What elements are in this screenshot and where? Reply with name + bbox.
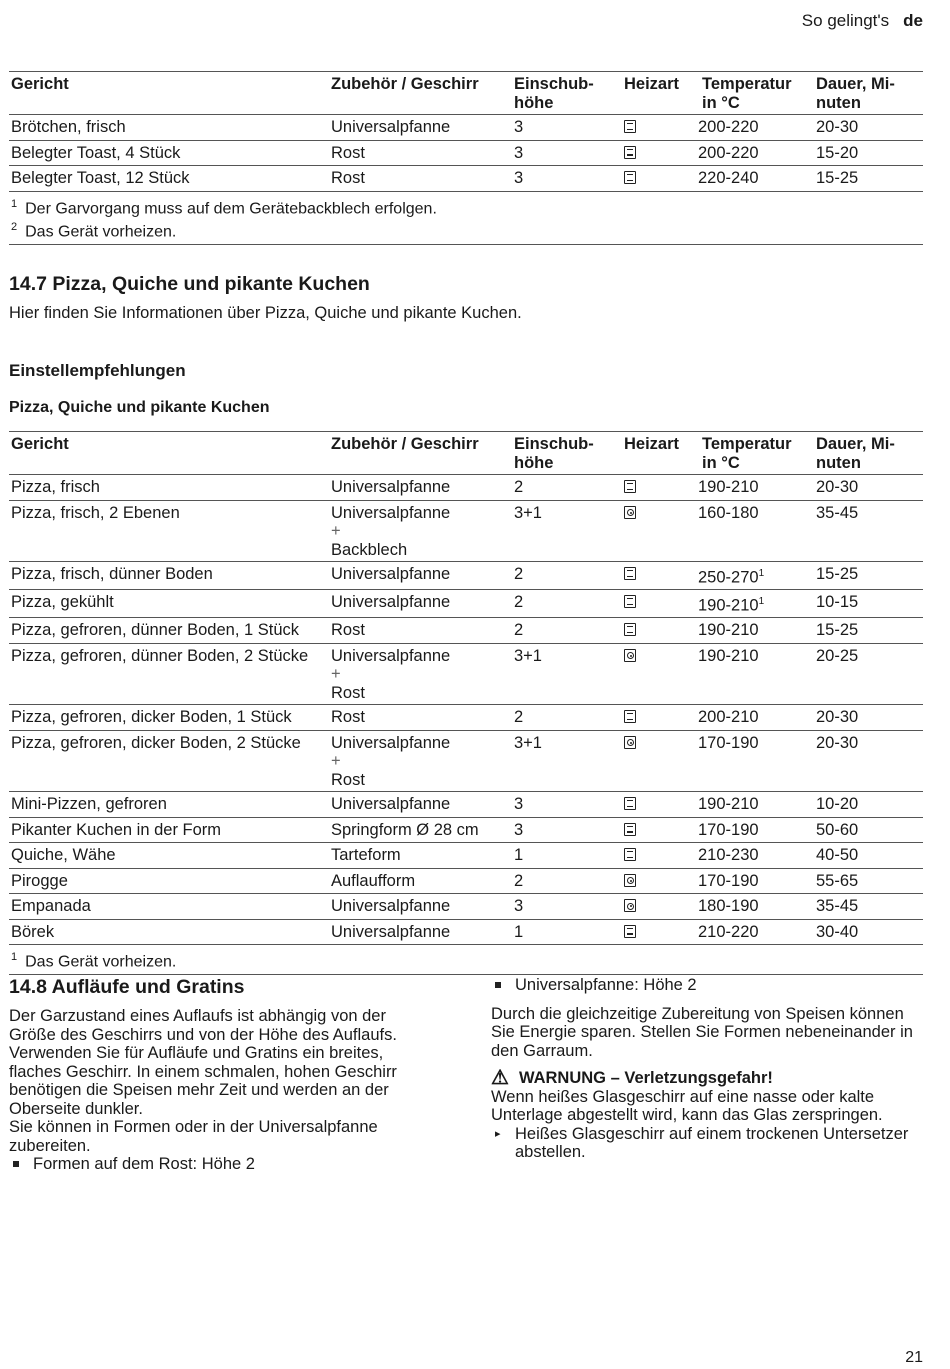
col-dish-header: Gericht bbox=[11, 435, 69, 453]
arrow-right-icon: ▸ bbox=[495, 1127, 501, 1140]
table-row bbox=[9, 115, 923, 141]
shelf-level: 1 bbox=[514, 922, 524, 941]
shelf-level: 3 bbox=[514, 169, 524, 187]
accessory-item: Auflaufform bbox=[331, 871, 416, 890]
warning-title: WARNUNG – Verletzungsgefahr! bbox=[518, 1069, 773, 1087]
top-bottom-heat-icon bbox=[624, 595, 636, 608]
gratin-level-list-left bbox=[9, 1155, 437, 1174]
accessory bbox=[329, 562, 512, 590]
header-row bbox=[9, 432, 923, 475]
dish-name: Pizza, gefroren, dicker Boden, 2 Stücke bbox=[11, 733, 301, 752]
footnotes bbox=[9, 191, 923, 245]
col-heat-header: Heizart bbox=[624, 75, 680, 93]
hot-air-icon bbox=[624, 874, 636, 887]
accessory bbox=[329, 868, 512, 894]
temperature-value: 210-230 bbox=[698, 846, 759, 864]
accessory bbox=[329, 500, 512, 562]
section-title-pizza: 14.7 Pizza, Quiche und pikante Kuchen bbox=[9, 273, 370, 295]
table-row bbox=[9, 166, 923, 192]
table-body bbox=[9, 475, 923, 945]
top-bottom-heat-icon bbox=[624, 480, 636, 493]
footnote bbox=[11, 218, 921, 241]
table-title: Pizza, Quiche und pikante Kuchen bbox=[9, 399, 270, 416]
footnote-row bbox=[9, 191, 923, 245]
temperature bbox=[696, 115, 814, 141]
list-item: Formen auf dem Rost: Höhe 2 bbox=[9, 1155, 437, 1174]
temperature bbox=[696, 868, 814, 894]
footnote-text: Das Gerät vorheizen. bbox=[25, 223, 177, 241]
footnote-row bbox=[9, 945, 923, 975]
cooking-time: 35-45 bbox=[816, 897, 859, 915]
heating-mode bbox=[622, 166, 696, 192]
dish-name: Pizza, gefroren, dicker Boden, 1 Stück bbox=[11, 708, 292, 726]
cooking-time: 10-15 bbox=[816, 593, 859, 611]
temperature-value: 160-180 bbox=[698, 503, 759, 522]
col-level-header: Einschub- höhe bbox=[514, 75, 594, 112]
table-footnotes bbox=[9, 945, 923, 975]
hot-air-icon bbox=[624, 736, 636, 749]
accessory-item: Universalpfanne bbox=[331, 897, 451, 915]
table-row bbox=[9, 562, 923, 590]
temperature-value: 200-210 bbox=[698, 708, 759, 726]
dish-name: Belegter Toast, 12 Stück bbox=[11, 169, 190, 187]
table-header bbox=[9, 432, 923, 475]
footnote-mark: 1 bbox=[11, 197, 18, 210]
temperature bbox=[696, 166, 814, 192]
col-temp-header: Temperatur in °C bbox=[702, 435, 792, 472]
temperature bbox=[696, 618, 814, 644]
table-row bbox=[9, 140, 923, 166]
dish-name: Pizza, frisch bbox=[11, 478, 100, 496]
footnotes bbox=[9, 945, 923, 975]
running-header bbox=[802, 11, 923, 31]
table-row bbox=[9, 475, 923, 501]
col-dish-header: Gericht bbox=[11, 75, 69, 93]
accessory-plus: + bbox=[331, 522, 341, 540]
gratin-text-right-column bbox=[491, 976, 923, 1162]
temperature-value: 190-210 bbox=[698, 646, 759, 665]
shelf-level: 2 bbox=[514, 593, 524, 611]
warning-instruction bbox=[491, 1125, 923, 1162]
dish-name: Quiche, Wähe bbox=[11, 846, 116, 864]
temperature bbox=[696, 475, 814, 501]
energy-saving-paragraph: Durch die gleichzeitige Zubereitung von Speisen können Sie Energie sparen. Stellen Sie Formen nebeneinander in den Garraum. bbox=[491, 1004, 913, 1060]
shelf-level: 3+1 bbox=[514, 733, 542, 752]
cooking-time: 50-60 bbox=[816, 820, 859, 839]
footnote-text: Der Garvorgang muss auf dem Gerätebackblech erfolgen. bbox=[25, 199, 437, 217]
shelf-level: 3 bbox=[514, 118, 524, 136]
top-bottom-heat-icon bbox=[624, 823, 636, 836]
table-row bbox=[9, 643, 923, 705]
cooking-time: 40-50 bbox=[816, 846, 859, 864]
gratin-text-left-column bbox=[9, 1007, 437, 1174]
shelf-level: 2 bbox=[514, 871, 524, 890]
temperature bbox=[696, 730, 814, 792]
header-row bbox=[9, 72, 923, 115]
heating-mode bbox=[622, 817, 696, 843]
temperature-value: 170-190 bbox=[698, 820, 759, 839]
dish-name: Pizza, gefroren, dünner Boden, 2 Stücke bbox=[11, 646, 309, 665]
heating-mode bbox=[622, 500, 696, 562]
hot-air-icon bbox=[624, 899, 636, 912]
footnote-mark: 2 bbox=[11, 220, 18, 233]
footnote-mark: 1 bbox=[11, 951, 18, 963]
footnote-ref: 1 bbox=[758, 568, 765, 579]
cooking-time: 35-45 bbox=[816, 503, 859, 522]
accessory-item: Universalpfanne bbox=[331, 922, 451, 941]
temperature-value: 190-210 bbox=[698, 596, 759, 615]
accessory-item: Universalpfanne bbox=[331, 118, 451, 136]
cooking-time: 15-25 bbox=[816, 565, 859, 583]
accessory-item: Backblech bbox=[331, 540, 408, 559]
shelf-level: 2 bbox=[514, 621, 524, 639]
table-row bbox=[9, 618, 923, 644]
shelf-level: 3 bbox=[514, 897, 524, 915]
heating-mode bbox=[622, 115, 696, 141]
accessory bbox=[329, 166, 512, 192]
heating-mode bbox=[622, 140, 696, 166]
top-bottom-heat-icon bbox=[624, 797, 636, 810]
accessory-plus: + bbox=[331, 665, 341, 683]
footnote-text: Das Gerät vorheizen. bbox=[25, 953, 177, 971]
heating-mode bbox=[622, 590, 696, 618]
dish-name: Pizza, gefroren, dünner Boden, 1 Stück bbox=[11, 621, 300, 639]
page-number: 21 bbox=[905, 1349, 923, 1366]
shelf-level: 2 bbox=[514, 565, 524, 583]
temperature bbox=[696, 919, 814, 945]
gratin-paragraph-2: Sie können in Formen oder in der Universalpfanne zubereiten. bbox=[9, 1118, 378, 1155]
heating-mode bbox=[622, 894, 696, 920]
col-level-header: Einschub- höhe bbox=[514, 435, 594, 472]
table-row bbox=[9, 817, 923, 843]
header-section-name: So gelingt's bbox=[801, 11, 890, 30]
table-body bbox=[9, 115, 923, 192]
top-bottom-heat-icon bbox=[624, 623, 636, 636]
cooking-time: 30-40 bbox=[816, 922, 859, 941]
col-accessory-header: Zubehör / Geschirr bbox=[331, 75, 479, 93]
dish-name: Mini-Pizzen, gefroren bbox=[11, 795, 167, 813]
dish-name: Pizza, frisch, dünner Boden bbox=[11, 565, 213, 583]
dish-name: Pikanter Kuchen in der Form bbox=[11, 820, 222, 839]
header-language: de bbox=[903, 11, 923, 30]
temperature-value: 180-190 bbox=[698, 897, 759, 915]
temperature-value: 190-210 bbox=[698, 621, 759, 639]
baking-table-pizza bbox=[9, 431, 923, 975]
shelf-level: 3+1 bbox=[514, 646, 542, 665]
table-row bbox=[9, 730, 923, 792]
hot-air-icon bbox=[624, 506, 636, 519]
table-row bbox=[9, 919, 923, 945]
accessory-item: Universalpfanne bbox=[331, 593, 451, 611]
temperature-value: 200-220 bbox=[698, 143, 759, 162]
temperature-value: 200-220 bbox=[698, 118, 759, 136]
accessory-item: Universalpfanne bbox=[331, 795, 451, 813]
heating-mode bbox=[622, 705, 696, 731]
col-temp-header: Temperatur in °C bbox=[702, 75, 792, 112]
temperature bbox=[696, 562, 814, 590]
temperature bbox=[696, 500, 814, 562]
dish-name: Pizza, gekühlt bbox=[11, 593, 114, 611]
table-footnotes bbox=[9, 191, 923, 245]
accessory bbox=[329, 115, 512, 141]
section-title-gratins: 14.8 Aufläufe und Gratins bbox=[9, 976, 245, 998]
hot-air-icon bbox=[624, 649, 636, 662]
footnote bbox=[11, 195, 921, 218]
temperature bbox=[696, 894, 814, 920]
temperature bbox=[696, 817, 814, 843]
accessory-item: Rost bbox=[331, 708, 365, 726]
accessory-item: Tarteform bbox=[331, 846, 401, 864]
accessory-item: Rost bbox=[331, 683, 365, 702]
dish-name: Pirogge bbox=[11, 871, 68, 890]
table-row bbox=[9, 843, 923, 869]
accessory-item: Universalpfanne bbox=[331, 733, 451, 752]
cooking-time: 20-30 bbox=[816, 708, 859, 726]
heating-mode bbox=[622, 475, 696, 501]
accessory bbox=[329, 894, 512, 920]
gratin-level-list-right bbox=[491, 976, 923, 995]
top-bottom-heat-icon bbox=[624, 146, 636, 159]
shelf-level: 3+1 bbox=[514, 503, 542, 522]
accessory-item: Universalpfanne bbox=[331, 646, 451, 665]
table-header bbox=[9, 72, 923, 115]
accessory-item: Springform Ø 28 cm bbox=[331, 820, 479, 839]
cooking-time: 55-65 bbox=[816, 871, 859, 890]
accessory bbox=[329, 140, 512, 166]
heating-mode bbox=[622, 618, 696, 644]
cooking-time: 20-30 bbox=[816, 733, 859, 752]
warning-heading bbox=[491, 1068, 923, 1088]
col-heat-header: Heizart bbox=[624, 435, 680, 453]
table-row bbox=[9, 705, 923, 731]
heating-mode bbox=[622, 868, 696, 894]
cooking-time: 10-20 bbox=[816, 795, 859, 813]
accessory-item: Rost bbox=[331, 169, 365, 187]
temperature bbox=[696, 705, 814, 731]
heating-mode bbox=[622, 562, 696, 590]
shelf-level: 1 bbox=[514, 846, 524, 864]
cooking-time: 20-30 bbox=[816, 118, 859, 136]
heating-mode bbox=[622, 730, 696, 792]
warning-step-text: Heißes Glasgeschirr auf einem trockenen Untersetzer abstellen. bbox=[515, 1124, 909, 1161]
top-bottom-heat-icon bbox=[624, 710, 636, 723]
top-bottom-heat-icon bbox=[624, 171, 636, 184]
accessory bbox=[329, 590, 512, 618]
cooking-time: 15-25 bbox=[816, 621, 859, 639]
dish-name: Brötchen, frisch bbox=[11, 118, 126, 136]
accessory bbox=[329, 817, 512, 843]
accessory-item: Rost bbox=[331, 143, 365, 162]
col-time-header: Dauer, Mi- nuten bbox=[816, 435, 895, 472]
shelf-level: 2 bbox=[514, 478, 524, 496]
accessory bbox=[329, 730, 512, 792]
table-row bbox=[9, 500, 923, 562]
temperature-value: 170-190 bbox=[698, 733, 759, 752]
col-time-header: Dauer, Mi- nuten bbox=[816, 75, 895, 112]
temperature bbox=[696, 590, 814, 618]
top-bottom-heat-icon bbox=[624, 925, 636, 938]
heating-mode bbox=[622, 792, 696, 818]
subheading-settings: Einstellempfehlungen bbox=[9, 361, 186, 380]
warning-text: Wenn heißes Glasgeschirr auf eine nasse oder kalte Unterlage abgestellt wird, kann das Glas zerspringen. bbox=[491, 1087, 883, 1124]
cooking-time: 15-20 bbox=[816, 143, 859, 162]
accessory-plus: + bbox=[331, 752, 341, 770]
temperature-value: 250-270 bbox=[698, 568, 759, 587]
accessory-item: Universalpfanne bbox=[331, 565, 451, 583]
temperature bbox=[696, 140, 814, 166]
footnote-ref: 1 bbox=[758, 596, 765, 607]
dish-name: Börek bbox=[11, 922, 55, 941]
temperature-value: 220-240 bbox=[698, 169, 759, 187]
section-intro: Hier finden Sie Informationen über Pizza, Quiche und pikante Kuchen. bbox=[9, 304, 522, 322]
temperature-value: 170-190 bbox=[698, 871, 759, 890]
col-accessory-header: Zubehör / Geschirr bbox=[331, 435, 479, 453]
top-bottom-heat-icon bbox=[624, 567, 636, 580]
accessory bbox=[329, 618, 512, 644]
accessory-item: Universalpfanne bbox=[331, 478, 451, 496]
heating-mode bbox=[622, 643, 696, 705]
shelf-level: 3 bbox=[514, 143, 524, 162]
table-row bbox=[9, 590, 923, 618]
top-bottom-heat-icon bbox=[624, 120, 636, 133]
dish-name: Empanada bbox=[11, 897, 91, 915]
cooking-time: 15-25 bbox=[816, 169, 859, 187]
temperature bbox=[696, 643, 814, 705]
accessory bbox=[329, 843, 512, 869]
dish-name: Pizza, frisch, 2 Ebenen bbox=[11, 503, 180, 522]
temperature-value: 190-210 bbox=[698, 795, 759, 813]
top-bottom-heat-icon bbox=[624, 848, 636, 861]
accessory bbox=[329, 475, 512, 501]
table-row bbox=[9, 792, 923, 818]
table-row bbox=[9, 894, 923, 920]
shelf-level: 3 bbox=[514, 820, 524, 839]
accessory bbox=[329, 919, 512, 945]
accessory-item: Rost bbox=[331, 621, 365, 639]
temperature bbox=[696, 792, 814, 818]
footnote bbox=[11, 948, 921, 971]
accessory bbox=[329, 705, 512, 731]
baking-table-bread-toast bbox=[9, 71, 923, 245]
temperature bbox=[696, 843, 814, 869]
heating-mode bbox=[622, 843, 696, 869]
accessory-item: Universalpfanne bbox=[331, 503, 451, 522]
accessory bbox=[329, 643, 512, 705]
cooking-time: 20-30 bbox=[816, 478, 859, 496]
list-item: Universalpfanne: Höhe 2 bbox=[491, 976, 923, 995]
accessory bbox=[329, 792, 512, 818]
temperature-value: 190-210 bbox=[698, 478, 759, 496]
heating-mode bbox=[622, 919, 696, 945]
accessory-item: Rost bbox=[331, 770, 365, 789]
temperature-value: 210-220 bbox=[698, 922, 759, 941]
warning-triangle-icon: ⚠ bbox=[491, 1067, 509, 1089]
shelf-level: 2 bbox=[514, 708, 524, 726]
gratin-paragraph-1: Der Garzustand eines Auflaufs ist abhängig von der Größe des Geschirrs und von der Höhe des Auflaufs. Verwenden Sie für Aufläufe und Gratins ein breites, flaches Geschirr. In einem schmalen, hohen Geschirr benötigen die Speisen mehr Zeit und werden an der Oberseite dunkler. bbox=[9, 1007, 397, 1118]
shelf-level: 3 bbox=[514, 795, 524, 813]
dish-name: Belegter Toast, 4 Stück bbox=[11, 143, 181, 162]
table-row bbox=[9, 868, 923, 894]
cooking-time: 20-25 bbox=[816, 646, 859, 665]
